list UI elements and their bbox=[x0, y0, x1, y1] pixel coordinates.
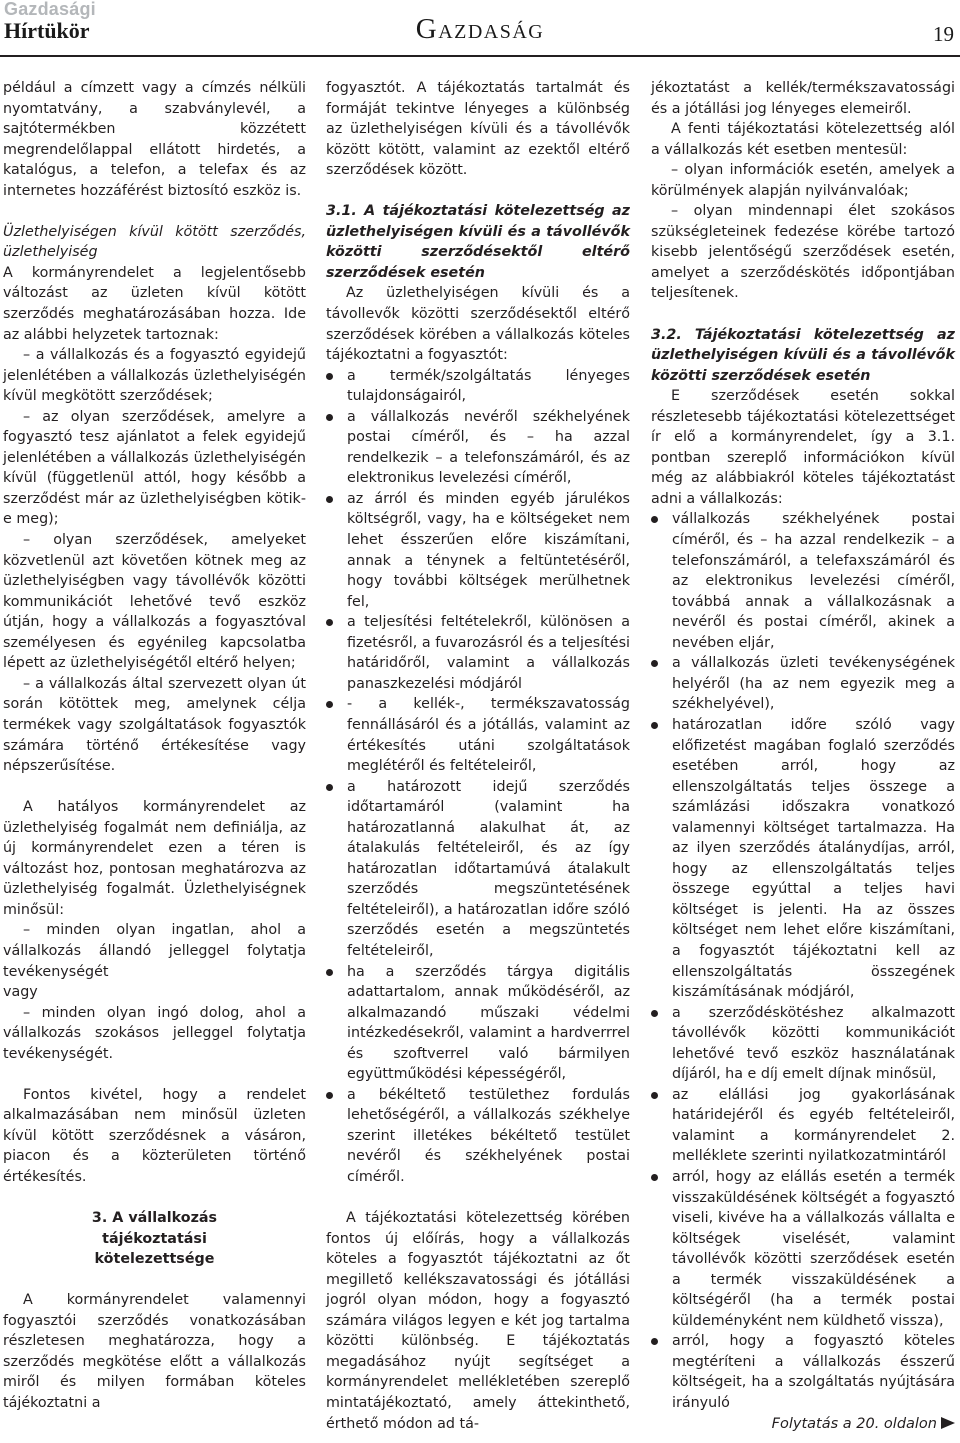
subsection-heading: 3.2. Tájékoztatási kötelezettség az üzlethelyiségen kívüli és a távollévők közötti szerződések esetén bbox=[651, 326, 955, 384]
paragraph: jékoztatást a kellék/termékszavatossági és a jótállási jog lényeges elemeiről. bbox=[651, 80, 955, 117]
bullet-icon bbox=[651, 1092, 658, 1099]
bullet-item: arról, hogy az elállás esetén a termék visszaküldésének költségét a fogyasztó viseli, kivéve ha a vállalkozás vállalta e költségek viselését, valamint távollévők közötti szerződések esetén a termék visszaküldésének a költségéről (ha a termék postai küldeményként nem küldhető vissza), bbox=[651, 1167, 955, 1331]
bullet-item: az árról és minden egyéb járulékos költségről, vagy, ha e költségeket nem lehet ésszerűen előre kiszámítani, annak a ténynek a feltüntetéséről, hogy további költségek merülhetnek fel, bbox=[326, 489, 630, 612]
bullet-icon bbox=[651, 1174, 658, 1181]
bullet-icon bbox=[651, 1338, 658, 1345]
dash-item: – minden olyan ingatlan, ahol a vállalkozás állandó jelleggel folytatja tevékenységét bbox=[3, 922, 306, 980]
section-heading: 3. A vállalkozás tájékoztatási kötelezettsége bbox=[91, 1210, 218, 1268]
bullet-item: arról, hogy a fogyasztó köteles megtéríteni a vállalkozás ésszerű költségeit, ha a szolgáltatás nyújtására irányuló bbox=[651, 1331, 955, 1413]
bullet-item: az elállási jog gyakorlásának határidejéről és egyéb feltételeiről, valamint a kormányrendelet 2. melléklete szerinti nyilatkozatmintáról bbox=[651, 1085, 955, 1167]
dash-item: – a vállalkozás és a fogyasztó egyidejű jelenlétében a vállalkozás üzlethelyiségén kívül megkötött szerződések; bbox=[3, 347, 306, 405]
page-header bbox=[0, 0, 960, 60]
paragraph: például a címzett vagy a címzés nélküli nyomtatvány, a szabványlevél, a sajtótermékben közzétett megrendelőlappal ellátott hirdetés, a katalógus, a telefon, a telefax és az internetes hozzáférést biztosító eszköz is. bbox=[3, 80, 306, 199]
bullet-item: a szerződéskötéshez alkalmazott távollévők közötti kommunikációt lehetővé tevő eszköz használatának díjáról, ha e díj emelt díjnak minősül, bbox=[651, 1003, 955, 1085]
bullet-icon bbox=[326, 969, 333, 976]
header-rule bbox=[0, 55, 960, 57]
logo-bottom-text: Hírtükör bbox=[4, 18, 90, 43]
section-title: Gazdaság bbox=[415, 13, 545, 45]
column-2 bbox=[326, 78, 630, 1434]
subsection-heading: 3.1. A tájékoztatási kötelezettség az üzlethelyiségen kívüli és a távollévők közötti szerződésektől eltérő szerződések esetén bbox=[326, 203, 630, 281]
paragraph: A hatályos kormányrendelet az üzlethelyiség fogalmát nem definiálja, az új kormányrendelet ezen a téren is változást hoz, pontosan meghatározva az üzlethelyiség fogalmát. Üzlethelyiségnek minősül: bbox=[3, 799, 306, 918]
column-1 bbox=[3, 78, 306, 1414]
continuation-note: Folytatás a 20. oldalon bbox=[651, 1414, 955, 1435]
bullet-item: a vállalkozás nevéről székhelyének postai címéről, és – ha azzal rendelkezik – a telefonszámáról, és az elektronikus levelezési címéről, bbox=[326, 407, 630, 489]
paragraph: vagy bbox=[3, 984, 38, 1001]
bullet-icon bbox=[651, 516, 658, 523]
bullet-icon bbox=[651, 660, 658, 667]
paragraph: A tájékoztatási kötelezettség körében fontos új előírás, hogy a vállalkozás köteles a fogyasztót tájékoztatni az őt megillető kellékszavatossági és jótállási jogról olyan módon, hogy a fogyasztó számára világos legyen e két jog tartalma közötti különbség. E tájékoztatás megadásához nyújt segítséget a kormányrendelet mellékletében szereplő mintatájékoztató, amely áttekinthető, érthető módon ad tá- bbox=[326, 1210, 630, 1432]
paragraph: A kormányrendelet valamennyi fogyasztói szerződés vonatkozásában részletesen meghatározza, hogy a szerződés megkötése előtt a vállalkozás miről és milyen formában köteles tájékoztatni a bbox=[3, 1292, 306, 1411]
paragraph: E szerződések esetén sokkal részletesebb tájékoztatási kötelezettséget ír elő a kormányrendelet, így a 3.1. pontban szereplő információkon kívül még az alábbiakról köteles tájékoztatást adni a vállalkozás: bbox=[651, 388, 955, 507]
paragraph: Az üzlethelyiségen kívüli és a távollevők közötti szerződésektől eltérő szerződések körében a vállalkozás köteles tájékoztatni a fogyasztót: bbox=[326, 285, 630, 364]
bullet-item: ha a szerződés tárgya digitális adattartalom, annak működéséről, az alkalmazandó műszaki védelmi intézkedésekről, valamint a hardverrrel és szoftverrel való bármilyen együttműködési képességéről, bbox=[326, 962, 630, 1085]
bullet-icon bbox=[326, 1092, 333, 1099]
paragraph: Fontos kivétel, hogy a rendelet alkalmazásában nem minősül üzleten kívül kötött szerződésnek a vásáron, piacon és a közterületen történő értékesítés. bbox=[3, 1086, 306, 1185]
bullet-icon bbox=[326, 784, 333, 791]
subheading: Üzlethelyiségen kívül kötött szerződés, üzlethelyiség bbox=[3, 223, 306, 261]
logo-top-text: Gazdasági bbox=[4, 0, 96, 19]
bullet-item: a békéltető testülethez fordulás lehetőségéről, a vállalkozás székhelye szerint illetékes békéltető testület nevéről és székhelyének postai címéről. bbox=[326, 1085, 630, 1188]
bullet-icon bbox=[651, 722, 658, 729]
bullet-icon bbox=[326, 373, 333, 380]
bullet-icon bbox=[326, 496, 333, 503]
bullet-icon bbox=[326, 701, 333, 708]
paragraph: fogyasztót. A tájékoztatás tartalmát és formáját tekintve lényeges a különbség az üzlethelyiségen kívüli és a távollévők között kötött, valamint az ezektől eltérő szerződések között. bbox=[326, 80, 630, 179]
bullet-item: határozatlan időre szóló vagy előfizetést magában foglaló szerződés esetében arról, hogy az ellenszolgáltatás teljes összege a számlázási időszakra vonatkozó valamennyi költséget tartalmazza. Ha az ilyen szerződés átalánydíjas, arról, hogy az ellenszolgáltatás teljes összege egyúttal a teljes havi költséget is jelenti. Ha az összes költséget nem lehet előre kiszámítani, a fogyasztót tájékoztatni kell az ellenszolgáltatás összegének kiszámításának módjáról, bbox=[651, 715, 955, 1003]
page-number: 19 bbox=[933, 22, 954, 46]
bullet-item: - a kellék-, termékszavatosság fennállásáról és a jótállás, valamint az értékesítés utáni szolgáltatások meglétéről és feltételeiről, bbox=[326, 694, 630, 776]
dash-item: – olyan mindennapi élet szokásos szükségleteinek fedezése körébe tartozó kisebb jelentőségű szerződések esetén, amelyet a szerződéskötés időpontjában teljesítenek. bbox=[651, 203, 955, 302]
column-3 bbox=[651, 78, 955, 1434]
bullet-item: a határozott idejű szerződés időtartamáról (valamint ha határozatlanná alakulhat át, az átalakulás feltételeiről, és az így határozatlan időtartamúvá átalakult szerződés megszüntetésének feltételeiről), a határozatlan időre szóló szerződés esetén a megszüntetés feltételeiről, bbox=[326, 777, 630, 962]
dash-item: – olyan információk esetén, amelyek a körülmények alapján nyilvánvalóak; bbox=[651, 162, 955, 199]
bullet-item: a termék/szolgáltatás lényeges tulajdonságairól, bbox=[326, 366, 630, 407]
paragraph: A kormányrendelet a legjelentősebb változást az üzleten kívül kötött szerződés meghatározásában hozza. Ide az alábbi helyzetek tartoznak: bbox=[3, 264, 306, 343]
bullet-icon bbox=[651, 1010, 658, 1017]
dash-item: – minden olyan ingó dolog, ahol a vállalkozás szokásos jelleggel folytatja tevékenységét. bbox=[3, 1004, 306, 1062]
bullet-item: vállalkozás székhelyének postai címéről, és – ha azzal rendelkezik – a telefonszámáról, a telefaxszámáról és az elektronikus levelezési címéről, továbbá annak a vállalkozásnak a nevéről és postai címéről, akinek a nevében eljár, bbox=[651, 509, 955, 653]
bullet-icon bbox=[326, 619, 333, 626]
bullet-item: a teljesítési feltételekről, különösen a fizetésről, a fuvarozásról és a teljesítési határidőről, valamint a vállalkozás panaszkezelési módjáról bbox=[326, 612, 630, 694]
dash-item: – az olyan szerződések, amelyre a fogyasztó tesz ajánlatot a felek egyidejű jelenlétében a vállalkozás üzlethelyiségén kívül (függetlenül attól, hogy később a szerződést már az üzlethelyiségben kötik-e meg); bbox=[3, 408, 306, 528]
dash-item: – olyan szerződések, amelyeket közvetlenül azt követően kötnek meg az üzlethelyiségben vagy távollévők közötti kommunikációt lehetővé tevő eszköz útján, hogy a vállalkozás a fogyasztóval személyesen és egyénileg kapcsolatba lépett az üzlethelyiségétől eltérő helyen; bbox=[3, 532, 306, 672]
dash-item: – a vállalkozás által szervezett olyan út során kötöttek meg, amelynek célja termékek vagy szolgáltatások fogyasztók számára történő értékesítése vagy népszerűsítése. bbox=[3, 675, 306, 775]
paragraph: A fenti tájékoztatási kötelezettség alól a vállalkozás két esetben mentesül: bbox=[651, 121, 955, 158]
arrow-right-icon bbox=[941, 1417, 955, 1429]
bullet-item: a vállalkozás üzleti tevékenységének helyéről (ha az nem egyezik meg a székhelyével), bbox=[651, 653, 955, 715]
bullet-icon bbox=[326, 414, 333, 421]
